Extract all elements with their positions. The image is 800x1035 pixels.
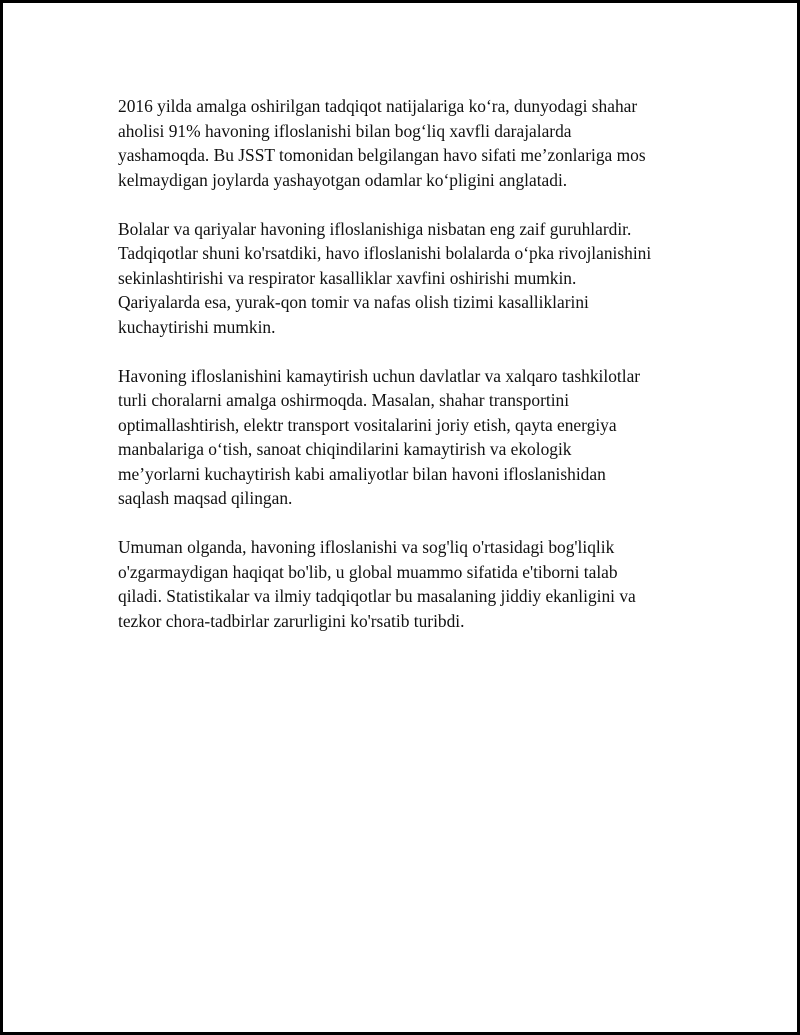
text-line: Tadqiqotlar shuni ko'rsatdiki, havo ifloslanishi bolalarda o‘pka rivojlanishini	[118, 243, 652, 263]
text-line: kuchaytirishi mumkin.	[118, 316, 276, 337]
text-line: manbalariga o‘tish, sanoat chiqindilarini kamaytirish va ekologik	[118, 439, 572, 459]
paragraph-3	[118, 364, 708, 511]
text-line: turli choralarni amalga oshirmoqda. Masalan, shahar transportini	[118, 390, 570, 410]
text-line: Umuman olganda, havoning ifloslanishi va sog'liq o'rtasidagi bog'liqlik	[118, 537, 615, 557]
text-line: sekinlashtirishi va respirator kasalliklar xavfini oshirishi mumkin.	[118, 267, 577, 288]
text-line: Qariyalarda esa, yurak-qon tomir va nafas olish tizimi kasalliklarini	[118, 292, 589, 312]
paragraph-4	[118, 535, 708, 633]
text-line: me’yorlarni kuchaytirish kabi amaliyotlar bilan havoni ifloslanishidan	[118, 463, 606, 484]
text-line: o'zgarmaydigan haqiqat bo'lib, u global muammo sifatida e'tiborni talab	[118, 561, 618, 582]
paragraph-1	[118, 94, 708, 192]
text-line: 2016 yilda amalga oshirilgan tadqiqot natijalariga ko‘ra, dunyodagi shahar	[118, 96, 638, 116]
document-body	[118, 94, 708, 658]
text-line: Bolalar va qariyalar havoning ifloslanishiga nisbatan eng zaif guruhlardir.	[118, 218, 632, 239]
text-line: aholisi 91% havoning ifloslanishi bilan bog‘liq xavfli darajalarda	[118, 120, 572, 141]
text-line: qiladi. Statistikalar va ilmiy tadqiqotlar bu masalaning jiddiy ekanligini va	[118, 586, 636, 606]
paragraph-2	[118, 217, 708, 340]
text-line: optimallashtirish, elektr transport vositalarini joriy etish, qayta energiya	[118, 414, 617, 435]
text-line: kelmaydigan joylarda yashayotgan odamlar ko‘pligini anglatadi.	[118, 169, 568, 190]
text-line: saqlash maqsad qilingan.	[118, 488, 293, 508]
text-line: yashamoqda. Bu JSST tomonidan belgilangan havo sifati me’zonlariga mos	[118, 145, 646, 165]
text-line: Havoning ifloslanishini kamaytirish uchun davlatlar va xalqaro tashkilotlar	[118, 365, 641, 386]
text-line: tezkor chora-tadbirlar zarurligini ko'rsatib turibdi.	[118, 610, 465, 631]
